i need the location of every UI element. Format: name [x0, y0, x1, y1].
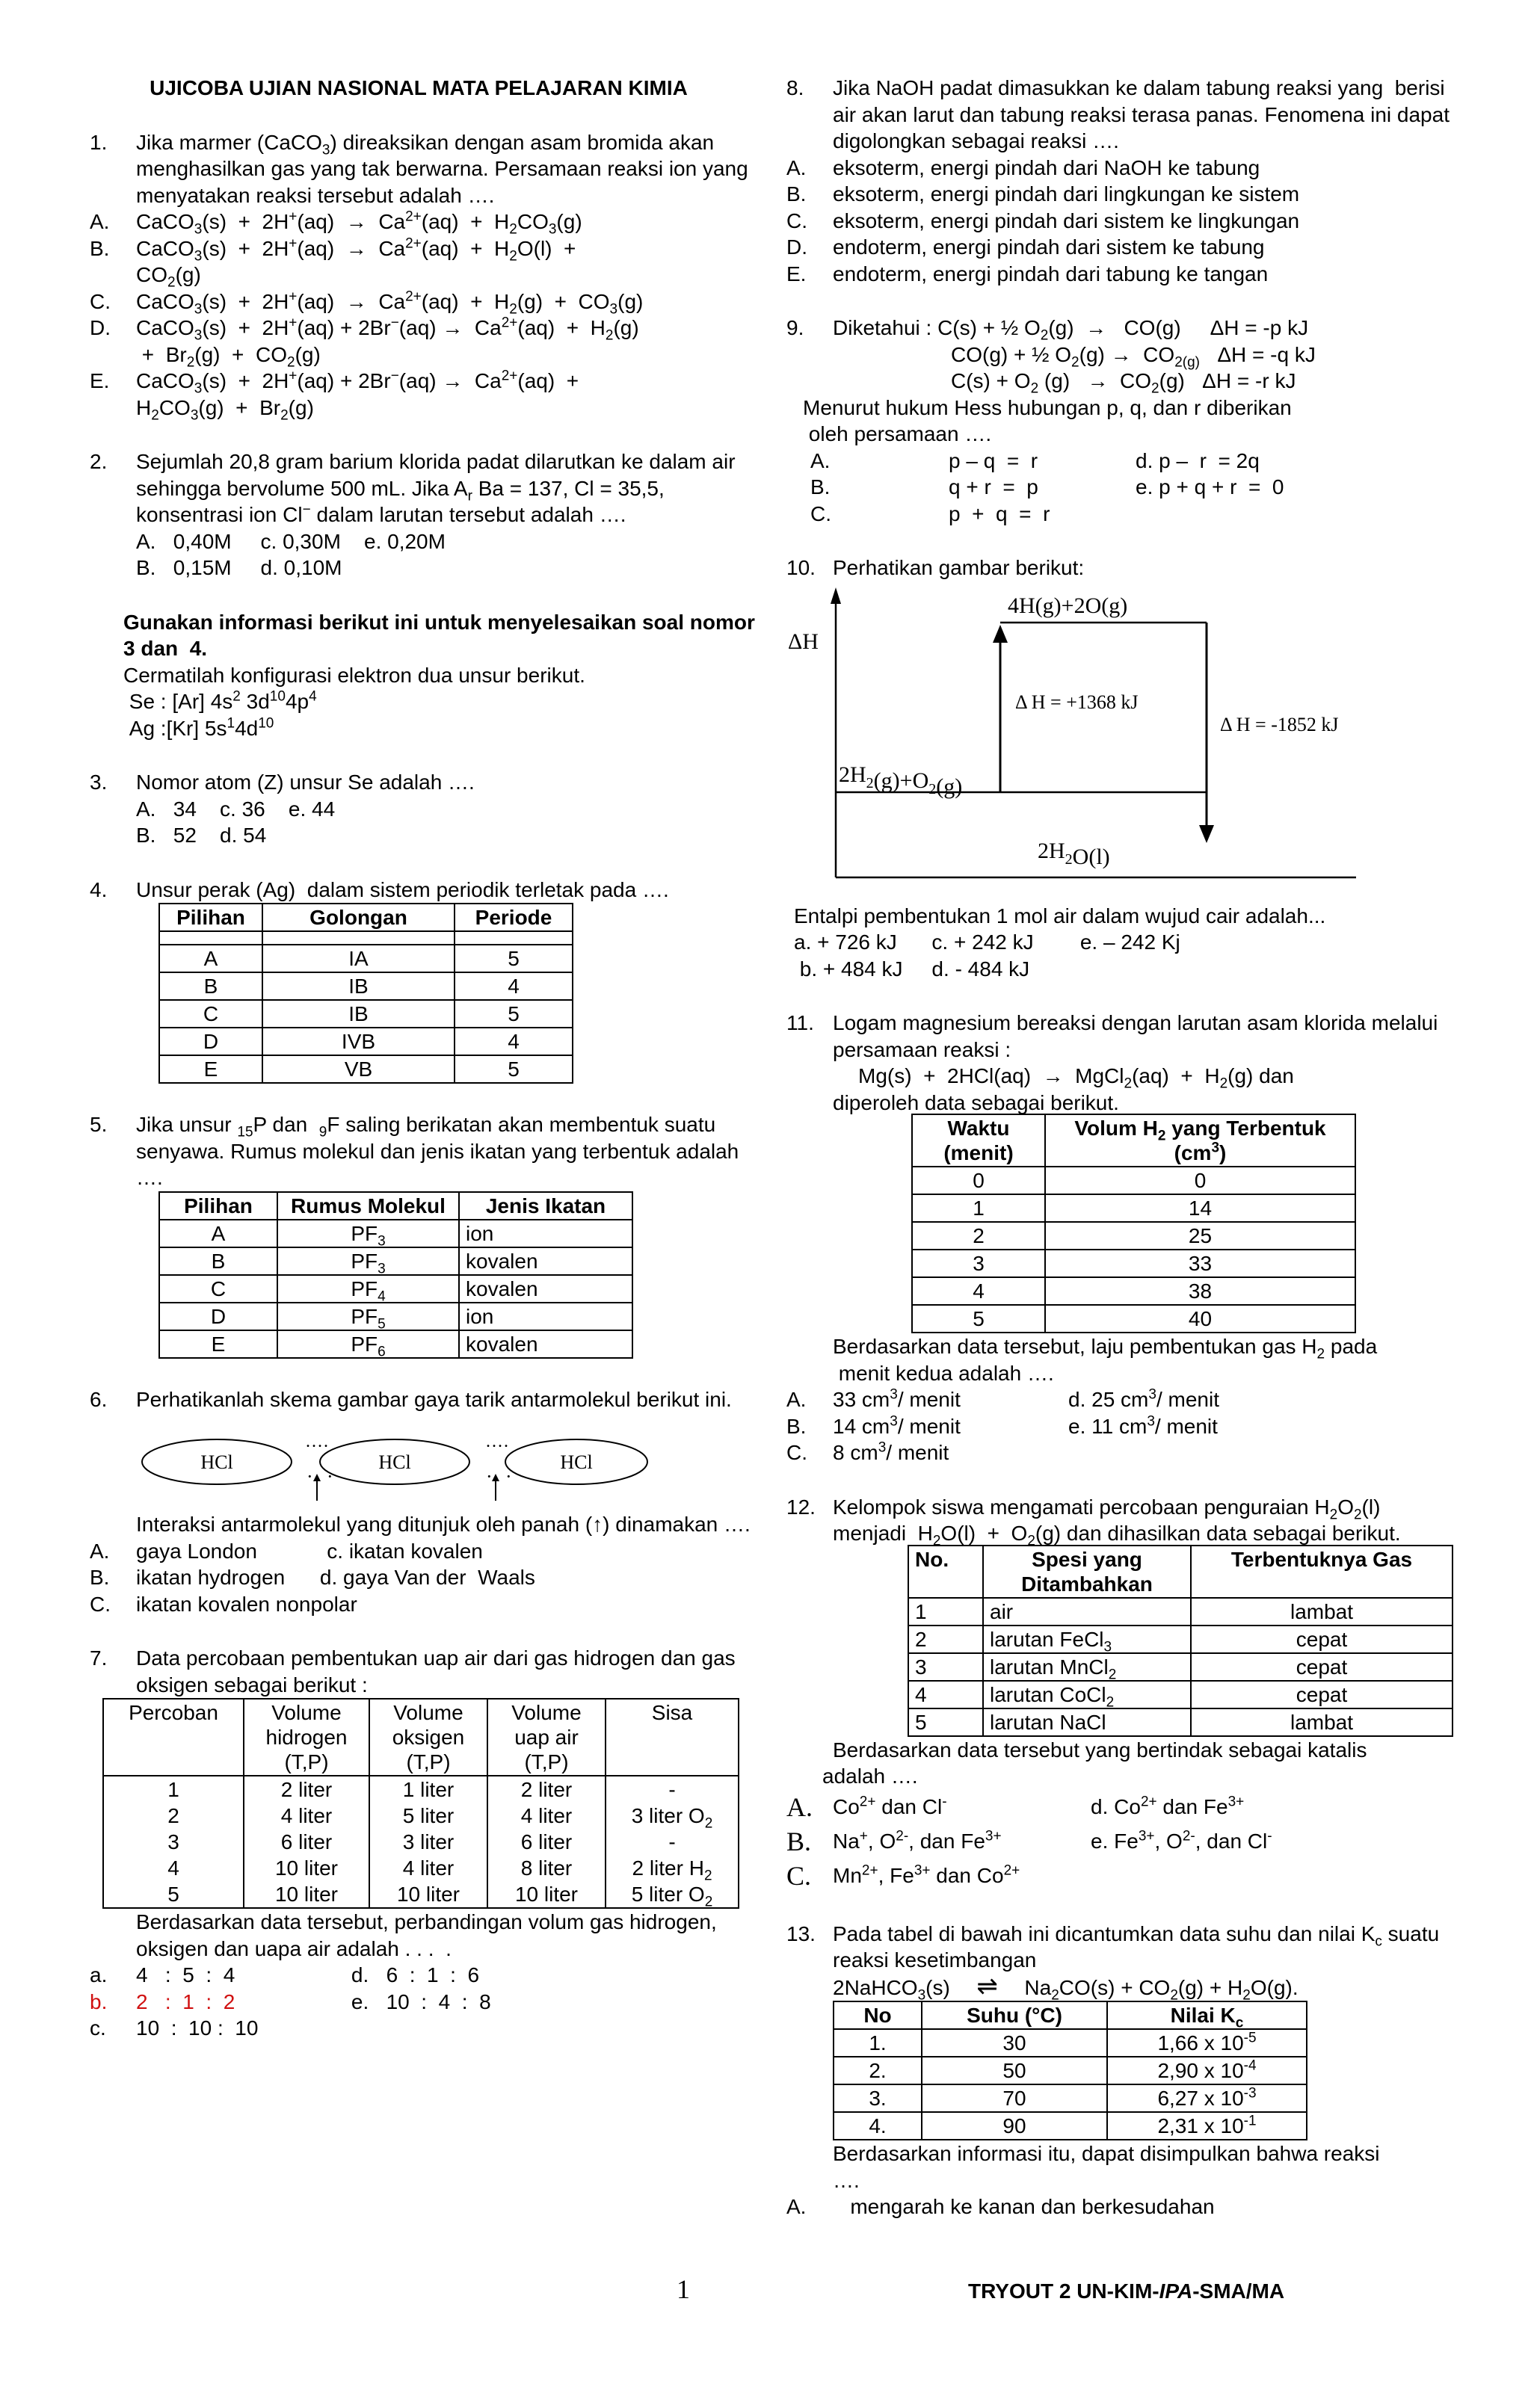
- hcl-label-3: HCl: [560, 1451, 593, 1473]
- y-axis-arrow: [831, 587, 841, 604]
- hcl-label-2: HCl: [378, 1451, 411, 1473]
- enthalpy-diagram: [788, 581, 1364, 895]
- delta-plus-1: ·: [306, 1466, 313, 1487]
- question-2: 2. Sejumlah 20,8 gram barium klorida padat dilarutkan ke dalam air sehingga bervolume 500 mL. Jika $A_r$ Ba = 137, Cl = 35,5, konsentrasi ion Cl− dalam larutan tersebut adalah …. A. 0,40M c. 0,30M e. 0,20M B. 0,15M d. 0,10M: [90, 450, 736, 579]
- page-title: UJICOBA UJIAN NASIONAL MATA PELAJARAN KIMIA: [150, 76, 688, 99]
- question-9: 9. Diketahui : C(s) + ½ $O_2(g) \to CO(g)$ ΔH = -p kJ CO(g) + ½ $O_2(g) \to CO_{2(g)}$ ΔH = -q kJ $C(s) + O_2$ $(g) \to CO_2(g) \Delta H = -r$ kJ Menurut hukum Hess hubungan p, q, dan r diberikan oleh persamaan …. A. p – q = r d. p – r = 2q B. q + r = p e. p + q + r = 0 C. p + q = r: [786, 316, 1316, 525]
- arrow-up-label: Δ H = +1368 kJ: [1015, 691, 1139, 713]
- question-13: 13. Pada tabel di bawah ini dicantumkan data suhu dan nilai $K_c$ suatu reaksi kesetimbangan 2NaHCO$_3$(s) ⇌ $Na_2CO(s) + CO_2(g) + H_2O(g)$. No Suhu (°C) Nilai $K_c$ 1. 30 1,66 x $10^{-5}$ 2. 50 2,90 x $10^{-4}$ 3. 70 6,27 x $10^{-3}$ 4. 90 2,31 x $10^{-1}$ Berdasarkan informasi itu, dapat disimpulkan bahwa reaksi …. A. mengarah ke kanan dan berkesudahan: [786, 1921, 1440, 2218]
- hcl-diagram: [134, 1432, 702, 1504]
- delta-minus-2: ·: [505, 1466, 512, 1487]
- level-top-label: 4H(g)+2O(g): [1008, 593, 1128, 618]
- question-1: 1. Jika marmer (CaCO$_3$) direaksikan dengan asam bromida akan menghasilkan gas yang tak berwarna. Persamaan reaksi ion yang menyatakan reaksi tersebut adalah …. A. CaCO$_3$(s) + $2H^+(aq) \to Ca^{2+}(aq) + H_2CO_3(g)$ B. CaCO$_3$(s) + $2H^+(aq) \to Ca^{2+}(aq) + H_2O(l)$ + $CO_2(g)$ C. CaCO$_3$(s) + $2H^+(aq) \to Ca^{2+}(aq) + H_2(g) + CO_3(g)$ D. CaCO$_3$(s) + $2H^+(aq) + 2Br^-(aq) \to Ca^{2+}(aq) + H_2(g)$ + $Br_2(g) + CO_2(g)$ E. CaCO$_3$(s) + $2H^+(aq) + 2Br^-(aq) \to Ca^{2+}(aq)$ + $H_2CO_3(g) + Br_2(g)$: [90, 130, 748, 424]
- dh-axis-label: ΔH: [788, 629, 819, 654]
- level-bottom-label: $2H_2O(l)$: [1038, 838, 1110, 869]
- delta-plus-2: ·: [486, 1466, 493, 1487]
- q11-table: Waktu (menit) Volum $H_2$ yang Terbentuk $(cm^3)$ 0 0 1 14 2 25 3 33 4 38 5 40: [911, 1114, 1356, 1333]
- q4-table: Pilihan Golongan Periode A IA 5 B IB 4 C IB 5 D IVB 4 E VB 5: [158, 903, 573, 1084]
- question-6: 6. Perhatikanlah skema gambar gaya tarik antarmolekul berikut ini. HCl HCl HCl .... .... · · · · Interaksi antarmolekul yang ditunjuk oleh panah (↑) dinamakan …. A. gaya London c. ikatan kovalen B. ikatan hydrogen d. gaya Van der Waals C. ikatan kovalen nonpolar: [90, 1387, 751, 1616]
- question-4: 4. Unsur perak (Ag) dalam sistem periodik terletak pada …. Pilihan Golongan Periode A IA 5 B IB 4 C IB 5 D IVB 4 E VB 5: [90, 877, 763, 1084]
- question-10: 10. Perhatikan gambar berikut: ΔH 4H(g)+2O(g) $2H_2(g)+O_2(g)$ Δ H = +1368 kJ Δ H = -1852 kJ $2H_2O(l)$ Entalpi pembentukan 1 mol air dalam wujud cair adalah... a. + 726 kJ c. + 242 kJ e. – 242 Kj b. + 484 kJ d. - 484 kJ: [786, 555, 1459, 982]
- arrow-down-label: Δ H = -1852 kJ: [1220, 713, 1339, 735]
- page-number: 1: [677, 2274, 690, 2304]
- arrow-up-head: [993, 625, 1008, 643]
- left-column: [90, 75, 763, 2042]
- question-8: 8. Jika NaOH padat dimasukkan ke dalam tabung reaksi yang berisi air akan larut dan tabung reaksi terasa panas. Fenomena ini dapat digolongkan sebagai reaksi …. A. eksoterm, energi pindah dari NaOH ke tabung B. eksoterm, energi pindah dari lingkungan ke sistem C. eksoterm, energi pindah dari sistem ke lingkungan D. endoterm, energi pindah dari sistem ke tabung E. endoterm, energi pindah dari tabung ke tangan: [786, 76, 1450, 285]
- arrow-1-head: [313, 1474, 321, 1481]
- info-block: Gunakan informasi berikut ini untuk menyelesaikan soal nomor 3 dan 4. Cermatilah konfigurasi elektron dua unsur berikut. Se : [Ar] $4s^2$ $3d^{10}4p^4$ Ag :[Kr] $5s^14d^{10}$: [123, 610, 755, 740]
- right-column: [786, 75, 1459, 2220]
- q12-table: No. Spesi yang Ditambahkan Terbentuknya Gas 1 air lambat 2 larutan FeCl$_3$ cepat 3 larutan MnCl$_2$ cepat 4 larutan CoCl$_2$ cepat 5 larutan NaCl lambat: [908, 1545, 1453, 1737]
- question-5: 5. Jika unsur $_{15}$P dan $_9$F saling berikatan akan membentuk suatu senyawa. Rumus molekul dan jenis ikatan yang terbentuk adalah …. Pilihan Rumus Molekul Jenis Ikatan A $PF_3$ ion B $PF_3$ kovalen C $PF_4$ kovalen D $PF_5$ ion E $PF_6$ kovalen: [90, 1113, 739, 1360]
- question-11: 11. Logam magnesium bereaksi dengan larutan asam klorida melalui persamaan reaksi : Mg(s) + 2HCl(aq) → MgCl$_2$(aq) + $H_2(g)$ dan diperoleh data sebagai berikut. Waktu (menit) Volum $H_2$ yang Terbentuk $(cm^3)$ 0 0 1 14 2 25 3 33 4 38 5 40 Berdasarkan data tersebut, laju pembentukan gas $H_2$ pada menit kedua adalah …. A. 33 $cm^3/$ menit d. 25 $cm^3/$ menit B. 14 $cm^3/$ menit e. 11 $cm^3/$ menit C. 8 $cm^3/$ menit: [786, 1011, 1438, 1464]
- arrow-down-head: [1199, 825, 1214, 843]
- q7-table: Percoban Volume hidrogen (T,P) Volume oksigen (T,P) Volume uap air (T,P) Sisa 1 2 liter 1 liter 2 liter - 2 4 liter 5 liter 4 liter 3 liter $O_2$ 3 6 liter 3 liter 6 liter - 4 10 liter 4 liter 8 liter 2 liter $H_2$ 5 10 liter 10 liter 10 liter 5 liter $O_2$: [102, 1698, 739, 1909]
- q5-table: Pilihan Rumus Molekul Jenis Ikatan A $PF_3$ ion B $PF_3$ kovalen C $PF_4$ kovalen D $PF_5$ ion E $PF_6$ kovalen: [158, 1191, 633, 1359]
- question-3: 3. Nomor atom (Z) unsur Se adalah …. A. 34 c. 36 e. 44 B. 52 d. 54: [90, 771, 475, 847]
- dots-1: ....: [306, 1432, 330, 1451]
- delta-minus-1: ·: [327, 1466, 333, 1487]
- question-12: 12. Kelompok siswa mengamati percobaan penguraian $H_2O_2(l)$ menjadi $H_2O(l) + O_2(g)$ dan dihasilkan data sebagai berikut. No. Spesi yang Ditambahkan Terbentuknya Gas 1 air lambat 2 larutan FeCl$_3$ cepat 3 larutan MnCl$_2$ cepat 4 larutan CoCl$_2$ cepat 5 larutan NaCl lambat Berdasarkan data tersebut yang bertindak sebagai katalis adalah …. A. $Co^{2+}$ dan Cl- d. $Co^{2+}$ dan $Fe^{3+}$ B. Na+, $O^{2-}$, dan $Fe^{3+}$ e. $Fe^{3+}$, $O^{2-}$, dan Cl- C. $Mn^{2+}$, $Fe^{3+}$ dan $Co^{2+}$: [786, 1494, 1459, 1893]
- footer-label: TRYOUT 2 UN-KIM-IPA-SMA/MA: [968, 2279, 1285, 2303]
- question-7: 7. Data percobaan pembentukan uap air dari gas hidrogen dan gas oksigen sebagai berikut : Percoban Volume hidrogen (T,P) Volume oksigen (T,P) Volume uap air (T,P) Sisa 1 2 liter 1 liter 2 liter - 2 4 liter 5 liter 4 liter 3 liter $O_2$ 3 6 liter 3 liter 6 liter - 4 10 liter 4 liter 8 liter 2 liter $H_2$ 5 10 liter 10 liter 10 liter 5 liter $O_2$ Berdasarkan data tersebut, perbandingan volum gas hidrogen, oksigen dan uapa air adalah . . . . a. 4 : 5 : 4 d. 6 : 1 : 6 b. 2 : 1 : 2 e. 10 : 4 : 8 c. 10 : 10 : 10: [90, 1645, 763, 2042]
- level-mid-label: $2H_2(g)+O_2(g)$: [839, 762, 963, 799]
- dots-2: ....: [486, 1432, 510, 1451]
- arrow-2-head: [492, 1474, 499, 1481]
- q13-table: No Suhu (°C) Nilai $K_c$ 1. 30 1,66 x $10^{-5}$ 2. 50 2,90 x $10^{-4}$ 3. 70 6,27 x $10^{-3}$ 4. 90 2,31 x $10^{-1}$: [833, 2001, 1307, 2140]
- hcl-label-1: HCl: [200, 1451, 233, 1473]
